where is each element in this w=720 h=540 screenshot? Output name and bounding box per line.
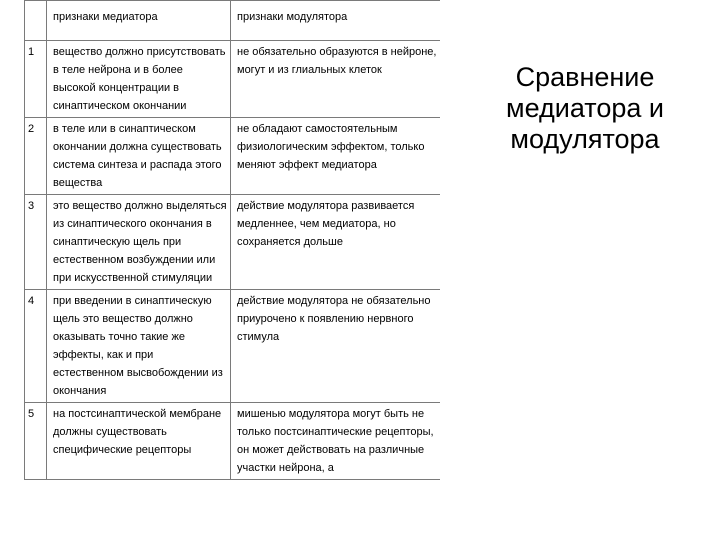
modulator-cell [231,290,441,403]
mediator-text: вещество должно присутствовать в теле нейрона и в более высокой концентрации в синаптическом окончании [53,46,226,112]
row-number: 3 [25,195,47,290]
table-row [25,290,441,403]
table-row [25,403,441,480]
table-row [25,118,441,195]
modulator-cell [231,195,441,290]
modulator-cell [231,403,441,480]
header-mediator: признаки медиатора [47,1,231,41]
modulator-text: мишенью модулятора могут быть не только постсинаптические рецепторы, он может действовать на различные участки нейрона, а [237,408,434,474]
slide-title: Сравнение медиатора и модулятора [506,62,664,154]
mediator-text: на постсинаптической мембране должны существовать специфические рецепторы [53,408,222,456]
header-number [25,1,47,41]
modulator-cell [231,118,441,195]
modulator-text: не обязательно образуются в нейроне, могут и из глиальных клеток [237,46,437,76]
mediator-text: это вещество должно выделяться из синаптического окончания в синаптическую щель при естественном возбуждении или при искусственной стимуляции [53,200,227,284]
mediator-cell [47,41,231,118]
row-number: 5 [25,403,47,480]
mediator-cell [47,118,231,195]
mediator-text: при введении в синаптическую щель это вещество должно оказывать точно такие же эффекты, как и при естественном высвобождении из окончания [53,295,223,397]
mediator-cell [47,290,231,403]
mediator-cell [47,195,231,290]
comparison-table [24,0,440,480]
row-number: 4 [25,290,47,403]
table-header-row [25,1,441,41]
comparison-table-container [24,0,440,540]
mediator-cell [47,403,231,480]
modulator-text: не обладают самостоятельным физиологическим эффектом, только меняют эффект медиатора [237,123,425,171]
row-number: 1 [25,41,47,118]
modulator-text: действие модулятора не обязательно приурочено к появлению нервного стимула [237,295,431,343]
row-number: 2 [25,118,47,195]
mediator-text: в теле или в синаптическом окончании должна существовать система синтеза и распада этого вещества [53,123,222,189]
modulator-text: действие модулятора развивается медленнее, чем медиатора, но сохраняется дольше [237,200,415,248]
modulator-cell [231,41,441,118]
table-row [25,41,441,118]
header-modulator: признаки модулятора [231,1,441,41]
table-row [25,195,441,290]
